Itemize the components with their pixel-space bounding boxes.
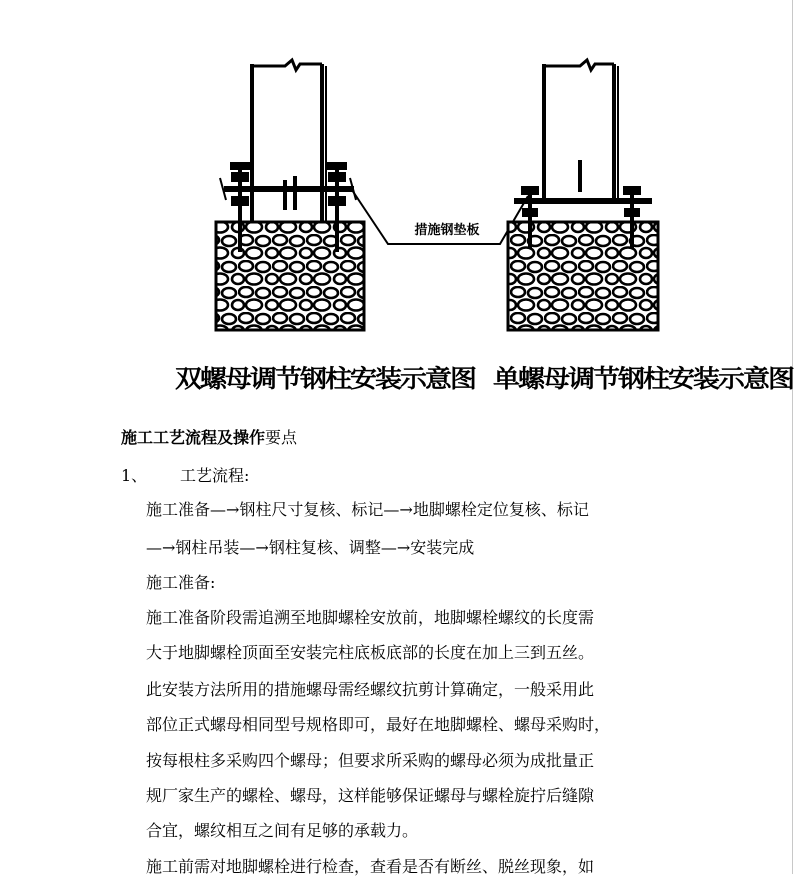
paragraph-line: 规厂家生产的螺栓、螺母，这样能够保证螺母与螺栓旋拧后缝隙 (146, 786, 595, 805)
paragraph-line: 此安装方法所用的措施螺母需经螺纹抗剪计算确定，一般采用此 (146, 680, 595, 699)
section-heading (121, 425, 297, 448)
paragraph-line: 施工准备阶段需追溯至地脚螺栓安放前，地脚螺栓螺纹的长度需 (146, 608, 595, 627)
single-nut-column-drawing (508, 60, 658, 330)
plate-label: 措施钢垫板 (414, 223, 480, 238)
paragraph-line: 施工前需对地脚螺栓进行检查，查看是否有断丝、脱丝现象，如 (146, 857, 595, 876)
steel-column-installation-diagram (0, 0, 795, 400)
heading-rest: 要点 (265, 428, 298, 447)
paragraph-line: 施工准备: (146, 573, 216, 592)
paragraph-line: 合宜，螺纹相互之间有足够的承载力。 (146, 821, 419, 840)
paragraph-line: —→钢柱吊装—→钢柱复核、调整—→安装完成 (146, 538, 475, 557)
step-title: 工艺流程: (180, 466, 250, 485)
heading-bold: 施工工艺流程及操作 (121, 428, 266, 447)
double-nut-column-drawing (216, 60, 364, 330)
paragraph-line: 按每根柱多采购四个螺母；但要求所采购的螺母必须为成批量正 (146, 751, 595, 770)
caption-double-nut: 双螺母调节钢柱安装示意图 (175, 365, 475, 394)
paragraph-line: 施工准备—→钢柱尺寸复核、标记—→地脚螺栓定位复核、标记 (146, 500, 589, 519)
paragraph-line: 大于地脚螺栓顶面至安装完柱底板底部的长度在加上三到五丝。 (146, 643, 595, 662)
figure-caption (175, 359, 793, 394)
paragraph-line: 部位正式螺母相同型号规格即可，最好在地脚螺栓、螺母采购时， (146, 715, 611, 734)
step-number: 1、 (121, 466, 148, 485)
caption-single-nut: 单螺母调节钢柱安装示意图 (493, 365, 793, 394)
